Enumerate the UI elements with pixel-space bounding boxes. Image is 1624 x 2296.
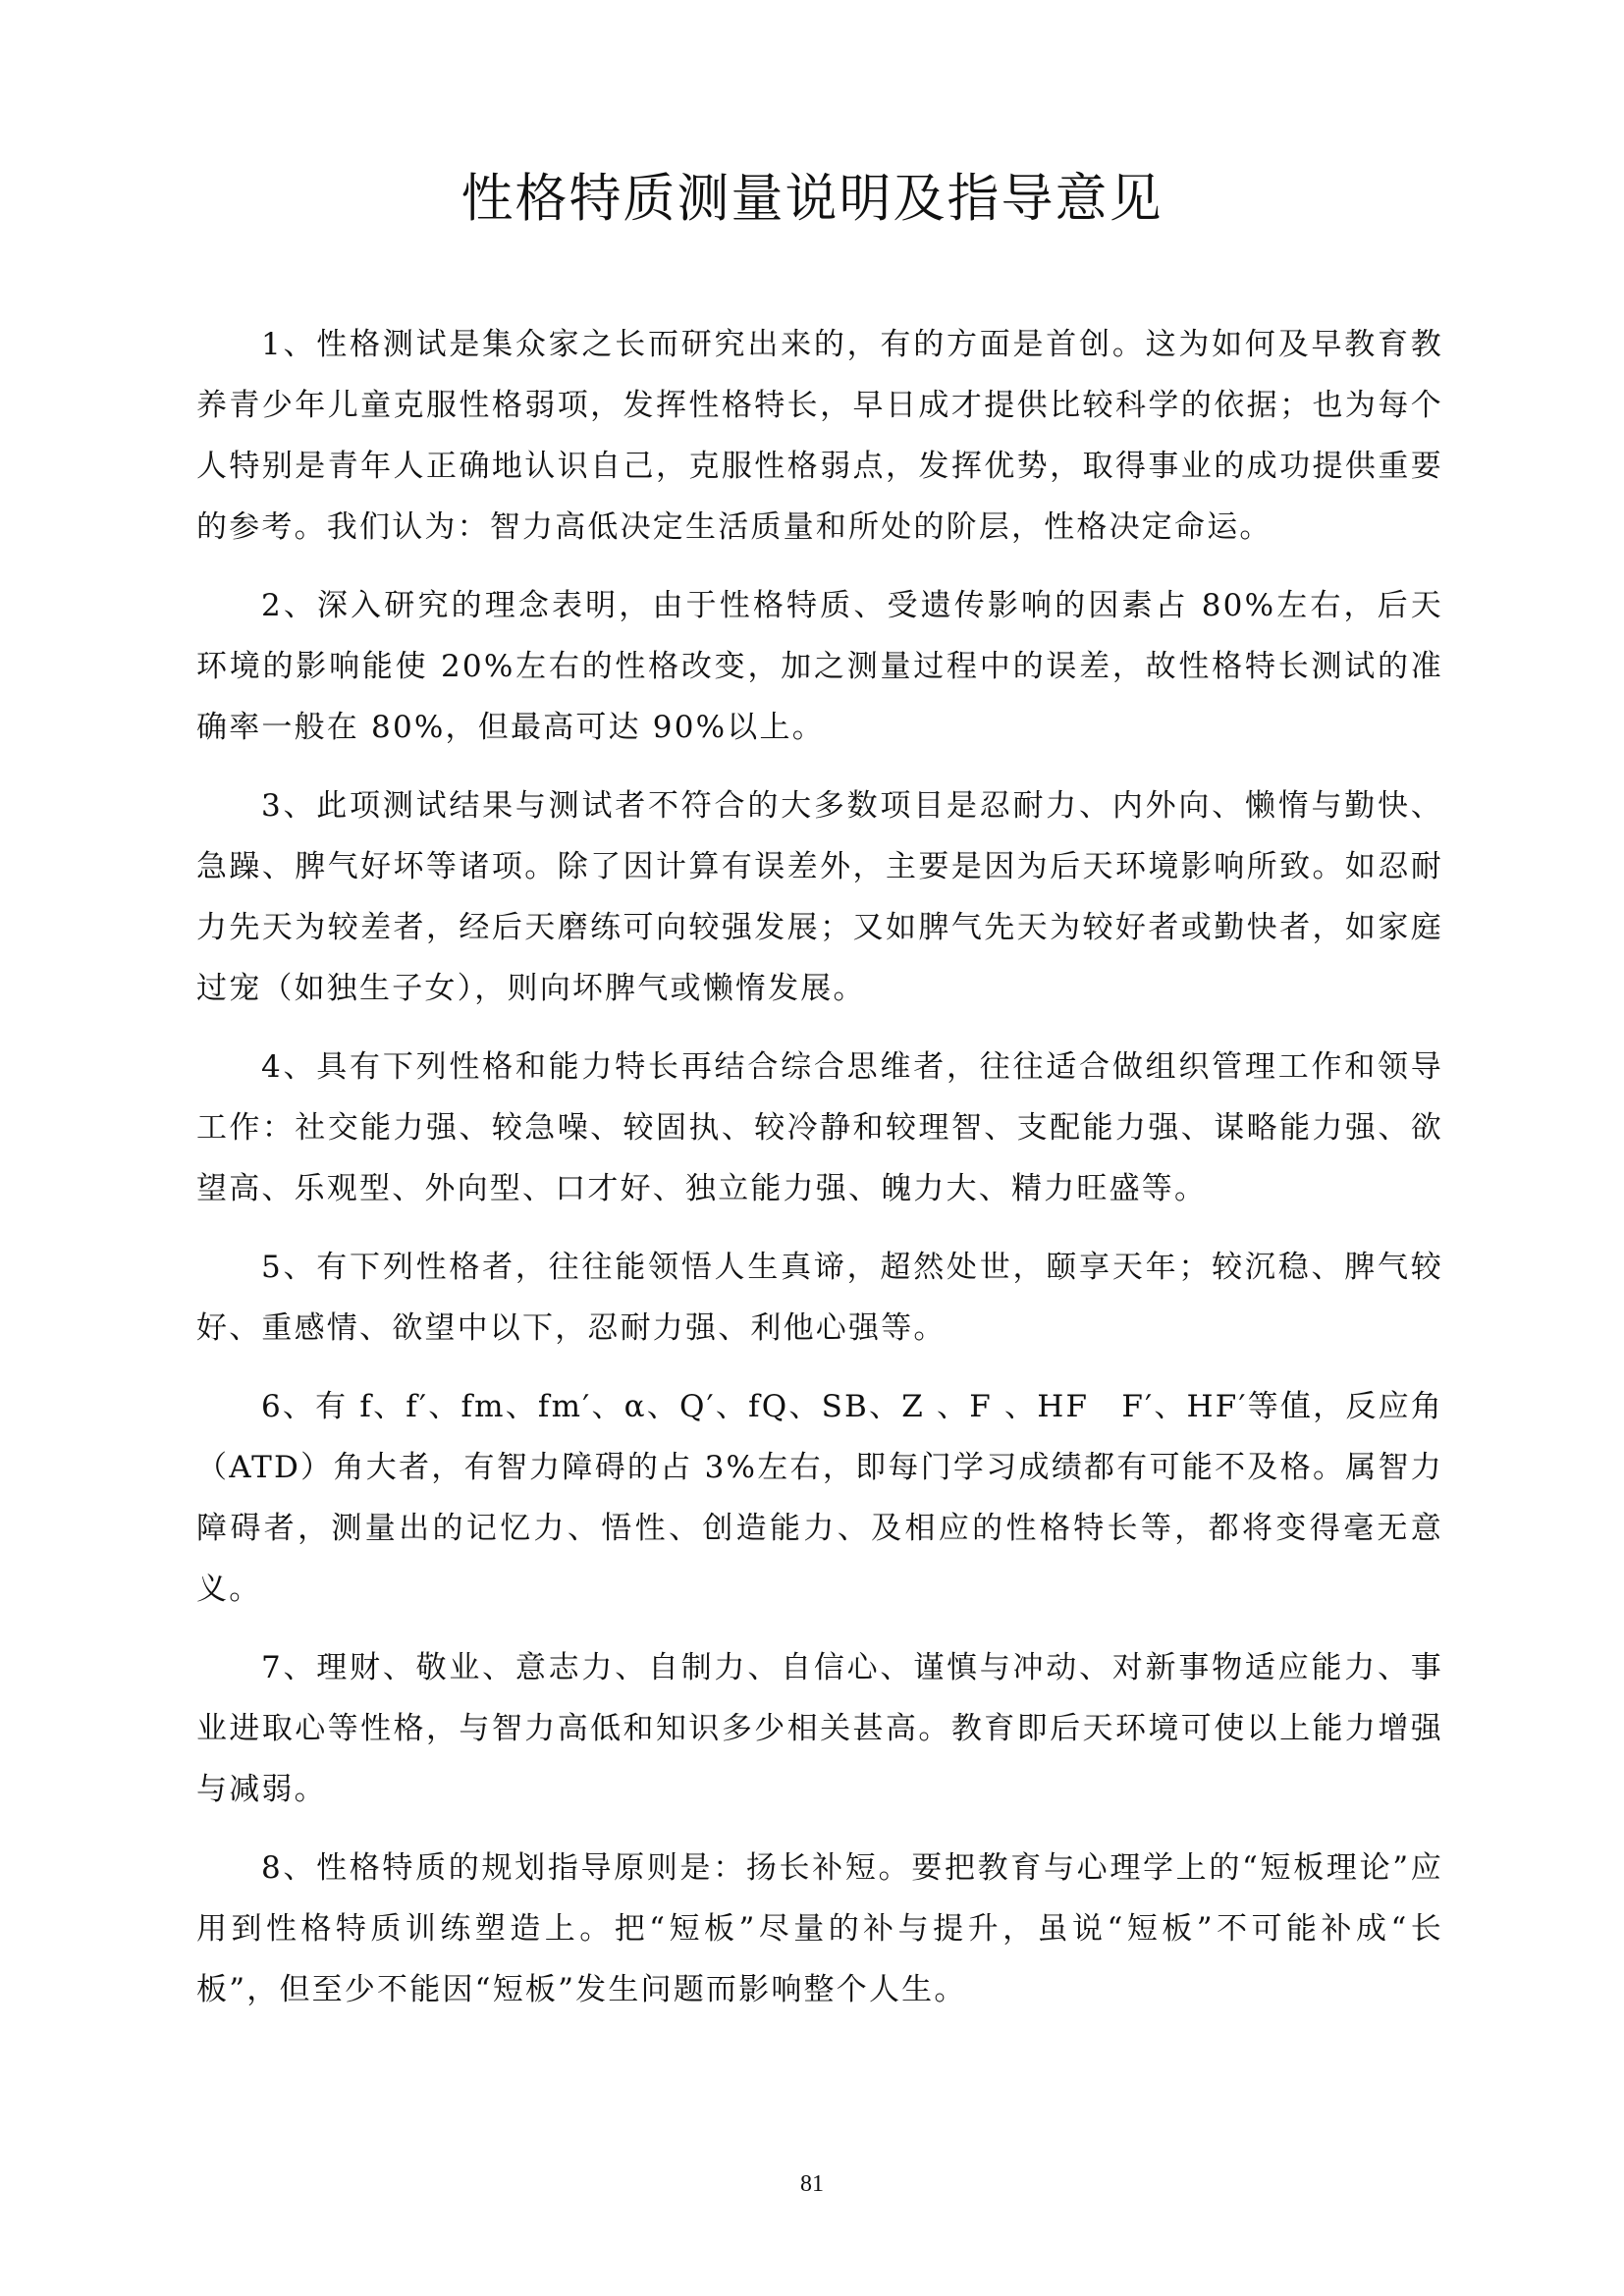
paragraph-3: 3、此项测试结果与测试者不符合的大多数项目是忍耐力、内外向、懒惰与勤快、急躁、脾气好坏等诸项。除了因计算有误差外，主要是因为后天环境影响所致。如忍耐力先天为较差者，经后天磨练可向较强发展；又如脾气先天为较好者或勤快者，如家庭过宠（如独生子女），则向坏脾气或懒惰发展。 [196, 788, 1443, 1006]
body-text [196, 314, 1443, 2038]
paragraph-8: 8、性格特质的规划指导原则是：扬长补短。要把教育与心理学上的“短板理论”应用到性格特质训练塑造上。把“短板”尽量的补与提升，虽说“短板”不可能补成“长板”，但至少不能因“短板”发生问题而影响整个人生。 [196, 1850, 1443, 2007]
paragraph-6: 6、有 f、f′、fm、fm′、α、Q′、fQ、SB、Z 、F 、HF F′、HF′等值，反应角（ATD）角大者，有智力障碍的占 3%左右，即每门学习成绩都有可能不及格。属智力障碍者，测量出的记忆力、悟性、创造能力、及相应的性格特长等，都将变得毫无意义。 [196, 1389, 1443, 1607]
paragraph-7: 7、理财、敬业、意志力、自制力、自信心、谨慎与冲动、对新事物适应能力、事业进取心等性格，与智力高低和知识多少相关甚高。教育即后天环境可使以上能力增强与减弱。 [196, 1650, 1443, 1807]
paragraph-5: 5、有下列性格者，往往能领悟人生真谛，超然处世，颐享天年；较沉稳、脾气较好、重感情、欲望中以下，忍耐力强、利他心强等。 [196, 1250, 1443, 1346]
page-number: 81 [800, 2171, 824, 2197]
paragraph-2: 2、深入研究的理念表明，由于性格特质、受遗传影响的因素占 80%左右，后天环境的影响能使 20%左右的性格改变，加之测量过程中的误差，故性格特长测试的准确率一般在 80%，但最高可达 90%以上。 [196, 588, 1443, 745]
paragraph-1: 1、性格测试是集众家之长而研究出来的，有的方面是首创。这为如何及早教育教养青少年儿童克服性格弱项，发挥性格特长，早日成才提供比较科学的依据；也为每个人特别是青年人正确地认识自己，克服性格弱点，发挥优势，取得事业的成功提供重要的参考。我们认为：智力高低决定生活质量和所处的阶层，性格决定命运。 [196, 327, 1443, 545]
page-title: 性格特质测量说明及指导意见 [460, 169, 1164, 229]
paragraph-4: 4、具有下列性格和能力特长再结合综合思维者，往往适合做组织管理工作和领导工作：社交能力强、较急噪、较固执、较冷静和较理智、支配能力强、谋略能力强、欲望高、乐观型、外向型、口才好、独立能力强、魄力大、精力旺盛等。 [196, 1049, 1443, 1206]
